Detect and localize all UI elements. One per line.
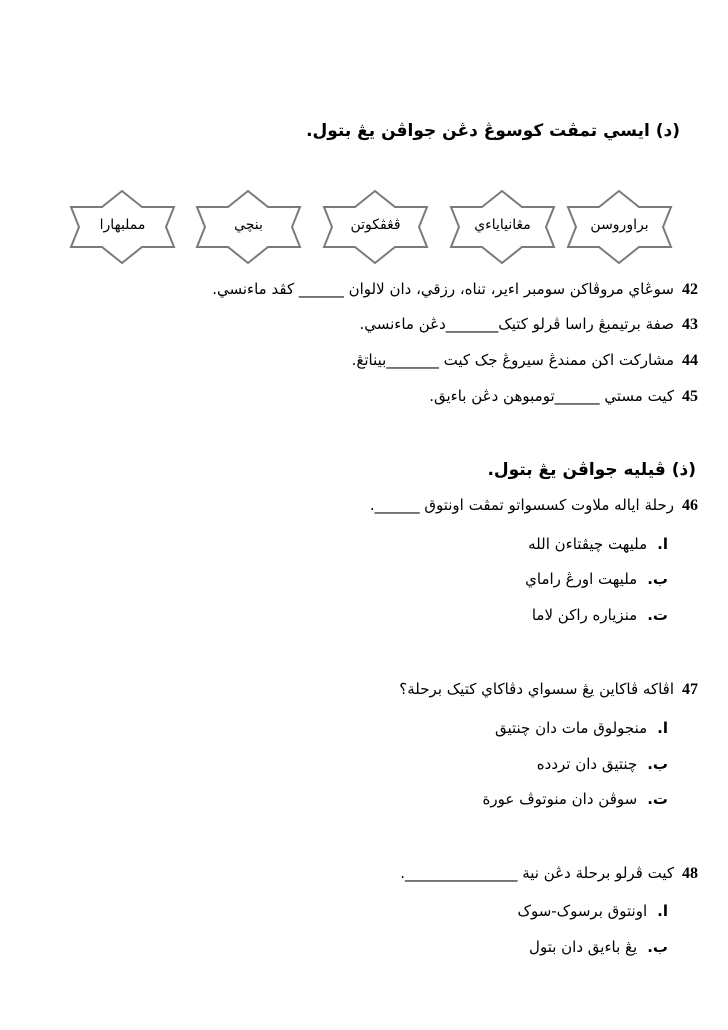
question-number: 45 [682,388,698,405]
question-number: 42 [682,281,698,298]
option-letter: ب. [647,938,668,956]
word-label-1: براوروسن [590,217,649,233]
option-text: سوڤن دان منوتوڤ عورة [482,790,638,808]
question-text: كيت ڤرلو برحلة دڠن نية _______________. [400,864,674,882]
option-46-a[interactable] [528,535,668,553]
option-letter: ت. [647,606,668,624]
option-46-b[interactable] [525,570,668,588]
question-47 [399,680,698,699]
word-label-2: مڠانياياءي [474,217,531,233]
option-47-b[interactable] [537,755,668,773]
option-letter: ب. [647,755,668,773]
question-text: اڤاكه ڤاكاين يڠ سسواي دڤاكاي كتيک برحلة؟ [399,680,674,698]
option-letter: ا. [657,535,668,553]
question-42 [212,280,698,299]
question-number: 47 [682,681,698,698]
word-label-3: ڤڠڤكوتن [350,217,401,233]
question-43 [359,315,698,334]
question-text: سوڠاي مروڤاكن سومبر اءير، تناه، رزقي، دان لالوان ______ كڤد ماءنسي. [212,280,674,298]
question-number: 46 [682,497,698,514]
word-label-4: بنچي [234,217,263,233]
option-47-c[interactable] [483,790,668,808]
option-letter: ت. [647,790,668,808]
word-box-1 [563,188,676,266]
option-47-a[interactable] [495,719,668,737]
option-text: يڠ باءيق دان بتول [529,938,638,956]
section-d-title: (د) ايسي تمڤت كوسوڠ دڠن جواڤن يڠ بتول. [306,121,680,141]
question-44 [352,351,698,370]
option-text: منجولوق مات دان چنتيق [494,719,648,737]
option-letter: ب. [647,570,668,588]
question-48 [400,864,698,883]
question-number: 48 [682,865,698,882]
option-text: مليهت چيڤتاءن الله [528,535,648,553]
question-number: 44 [682,352,698,369]
section-dh-title: (ذ) ڤيليه جواڤن يڠ بتول. [487,460,696,480]
option-46-c[interactable] [532,606,668,624]
word-box-2 [446,188,559,266]
option-text: مليهت اورڠ راماي [525,570,638,588]
question-text: مشاركت اكن ممندڠ سيروڠ جک كيت _______بيناتڠ. [351,351,674,369]
question-45 [429,387,698,406]
option-text: اونتوق برسوک-سوک [517,902,648,920]
word-box-4 [192,188,305,266]
question-text: رحلة اياله ملاوت كسسواتو تمڤت اونتوق ______. [369,496,674,514]
option-48-a[interactable] [518,902,668,920]
option-letter: ا. [657,719,668,737]
question-number: 43 [682,316,698,333]
option-text: منزياره راكن لاما [531,606,638,624]
word-label-5: مملبهارا [99,217,146,233]
word-box-3 [319,188,432,266]
question-text: كيت مستي ______تومبوهن دڠن باءيق. [429,387,674,405]
option-letter: ا. [657,902,668,920]
option-text: چنتيق دان تردده [536,755,638,773]
option-48-b[interactable] [529,938,668,956]
question-text: صفة برتيمبڠ راسا ڤرلو كتيک_______دڠن ماءنسي. [359,315,674,333]
word-box-5 [66,188,179,266]
question-46 [370,496,698,515]
